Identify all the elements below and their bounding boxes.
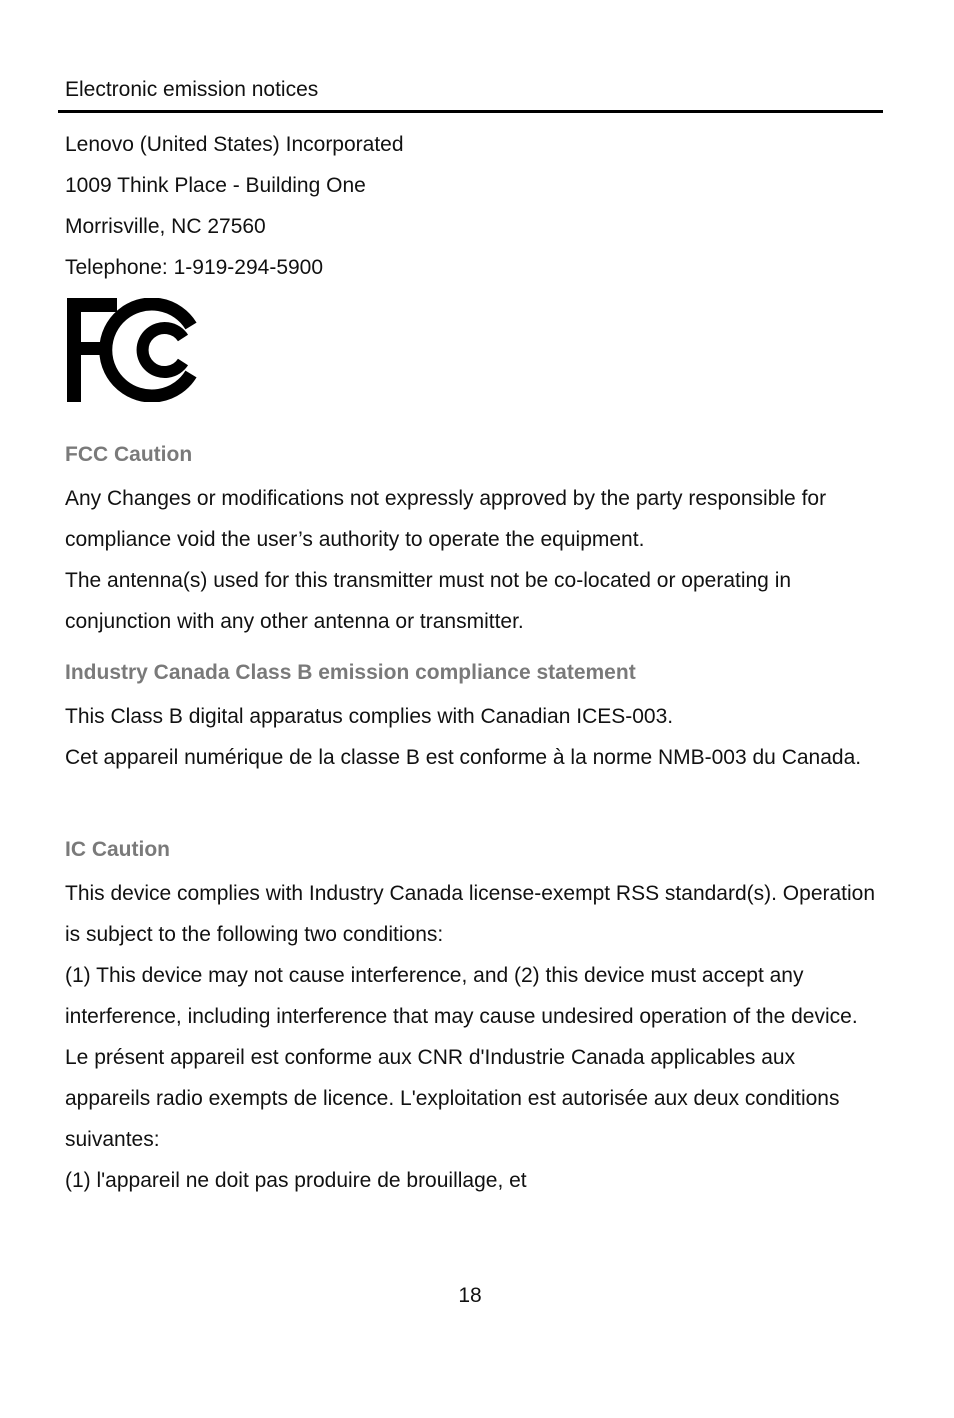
fcc-antenna-paragraph: The antenna(s) used for this transmitter must not be co-located or operating in conjunction with any other antenna or transmitter. xyxy=(65,569,792,633)
address-line-telephone: Telephone: 1-919-294-5900 xyxy=(65,256,324,279)
ices-compliance-paragraph: This Class B digital apparatus complies with Canadian ICES-003. xyxy=(65,705,674,728)
brouillage-condition-paragraph: (1) l'appareil ne doit pas produire de brouillage, et xyxy=(65,1169,527,1192)
page-header-title: Electronic emission notices xyxy=(65,78,319,101)
header-divider xyxy=(58,110,883,113)
fcc-logo-icon xyxy=(67,298,201,402)
ic-caution-body xyxy=(65,873,885,1201)
page-number: 18 xyxy=(458,1284,482,1307)
cnr-french-paragraph: Le présent appareil est conforme aux CNR d'Industrie Canada applicables aux appareils radio exempts de licence. L'exploitation est autorisée aux deux conditions suivantes: xyxy=(65,1046,840,1151)
industry-canada-heading: Industry Canada Class B emission compliance statement xyxy=(65,661,636,684)
address-line-company: Lenovo (United States) Incorporated xyxy=(65,133,404,156)
address-line-city: Morrisville, NC 27560 xyxy=(65,215,266,238)
fcc-caution-paragraph: Any Changes or modifications not expressly approved by the party responsible for compliance void the user’s authority to operate the equipment. xyxy=(65,487,827,551)
nmb-compliance-paragraph: Cet appareil numérique de la classe B est conforme à la norme NMB-003 du Canada. xyxy=(65,746,862,769)
address-line-street: 1009 Think Place - Building One xyxy=(65,174,366,197)
company-address xyxy=(65,124,404,288)
fcc-caution-heading: FCC Caution xyxy=(65,443,193,466)
ic-caution-heading: IC Caution xyxy=(65,838,170,861)
fcc-caution-body xyxy=(65,478,885,642)
ic-conditions-paragraph: (1) This device may not cause interference, and (2) this device must accept any interference, including interference that may cause undesired operation of the device. xyxy=(65,964,858,1028)
industry-canada-body xyxy=(65,696,885,778)
ic-rss-paragraph: This device complies with Industry Canada license-exempt RSS standard(s). Operation is subject to the following two conditions: xyxy=(65,882,876,946)
